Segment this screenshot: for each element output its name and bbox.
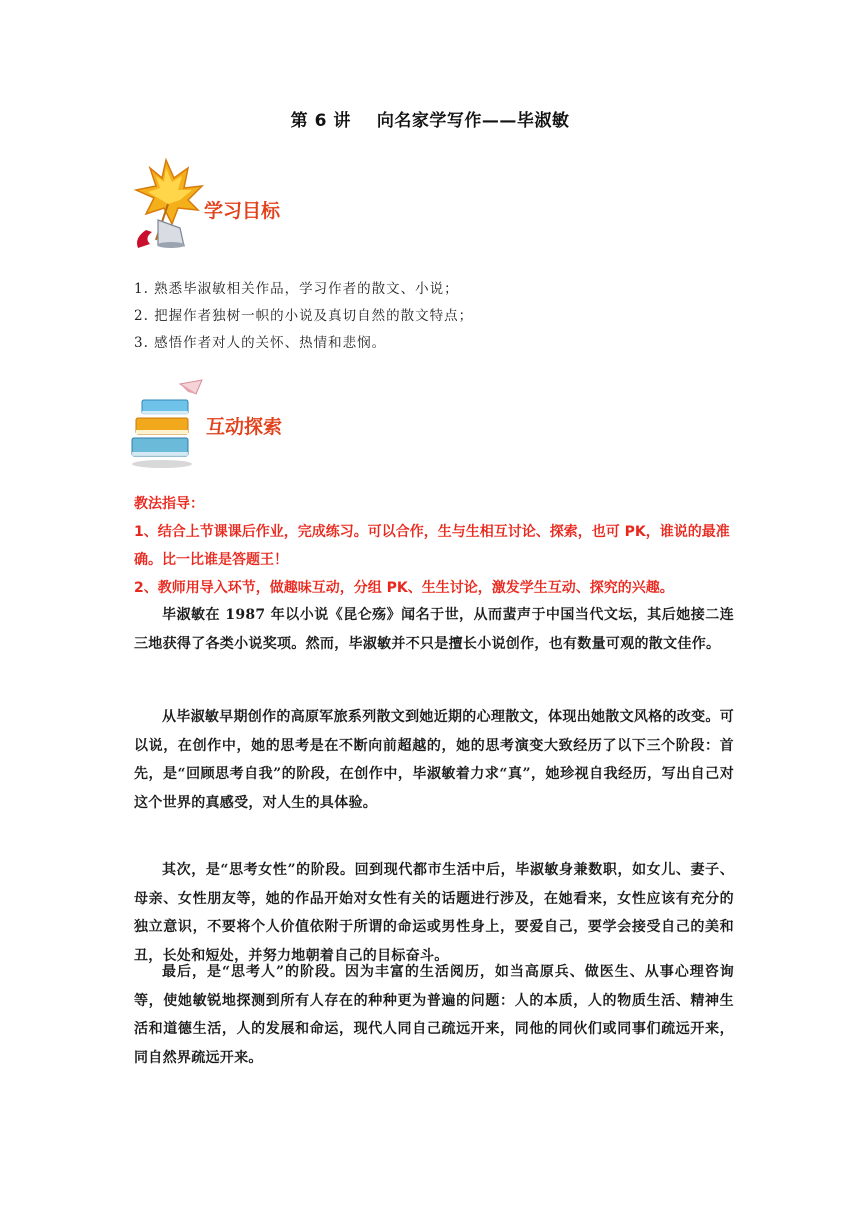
section-label-objectives: 学习目标	[204, 200, 281, 222]
page-title	[0, 106, 860, 131]
body-paragraph: 从毕淑敏早期创作的高原军旅系列散文到她近期的心理散文，体现出她散文风格的改变。可以说，在创作中，她的思考是在不断向前超越的，她的思考演变大致经历了以下三个阶段：首先，是“回顾思考自我”的阶段，在创作中，毕淑敏着力求“真”，她珍视自我经历，写出自己对这个世界的真感受，对人生的具体验。	[134, 709, 734, 811]
lecture-number: 第 6 讲	[290, 111, 351, 131]
objective-item: 1. 熟悉毕淑敏相关作品，学习作者的散文、小说；	[134, 281, 459, 297]
maple-leaf-bell-icon	[128, 158, 208, 248]
objective-item: 2. 把握作者独树一帜的小说及真切自然的散文特点；	[134, 308, 474, 324]
books-stack-icon	[130, 378, 210, 470]
body-paragraph: 毕淑敏在 1987 年以小说《昆仑殇》闻名于世，从而蜚声于中国当代文坛，其后她接二连三地获得了各类小说奖项。然而，毕淑敏并不只是擅长小说创作，也有数量可观的散文佳作。	[134, 607, 734, 652]
guide-heading: 教法指导：	[134, 496, 204, 512]
body-paragraph: 最后，是“思考人”的阶段。因为丰富的生活阅历，如当高原兵、做医生、从事心理咨询等，使她敏锐地探测到所有人存在的种种更为普遍的问题：人的本质，人的物质生活、精神生活和道德生活，人的发展和命运，现代人同自己疏远开来，同他的同伙们或同事们疏远开来，同自然界疏远开来。	[134, 964, 734, 1066]
lecture-title: 向名家学写作——毕淑敏	[376, 111, 570, 131]
guide-item: 2、教师用导入环节，做趣味互动，分组 PK、生生讨论，激发学生互动、探究的兴趣。	[134, 580, 674, 596]
section-label-explore: 互动探索	[206, 416, 283, 438]
objective-item: 3. 感悟作者对人的关怀、热情和悲悯。	[134, 335, 387, 351]
guide-item: 1、结合上节课课后作业，完成练习。可以合作，生与生相互讨论、探索，也可 PK，谁说的最准确。比一比谁是答题王！	[134, 524, 730, 568]
body-paragraph: 其次，是“思考女性”的阶段。回到现代都市生活中后，毕淑敏身兼数职，如女儿、妻子、母亲、女性朋友等，她的作品开始对女性有关的话题进行涉及，在她看来，女性应该有充分的独立意识，不要将个人价值依附于所谓的命运或男性身上，要爱自己，要学会接受自己的美和丑，长处和短处，并努力地朝着自己的目标奋斗。	[134, 862, 734, 964]
